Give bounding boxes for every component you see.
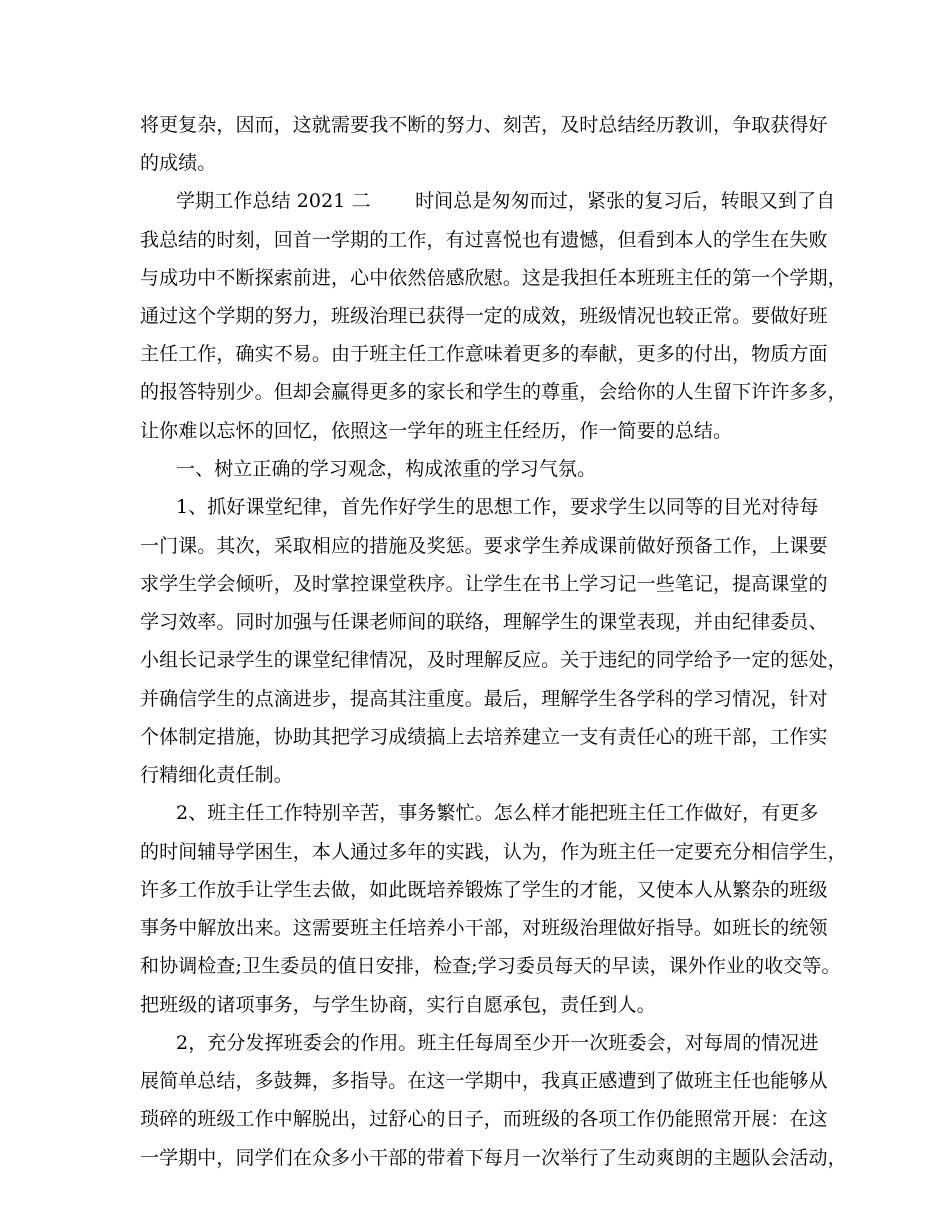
text-line: 小组长记录学生的课堂纪律情况，及时理解反应。关于违纪的同学给予一定的惩处， bbox=[140, 649, 847, 671]
text-line: 2，充分发挥班委会的作用。班主任每周至少开一次班委会，对每周的情况进 bbox=[176, 1032, 819, 1054]
text-line: 事务中解放出来。这需要班主任培养小干部，对班级治理做好指导。如班长的统领 bbox=[140, 917, 828, 939]
text-line: 把班级的诸项事务，与学生协商，实行自愿承包，责任到人。 bbox=[140, 994, 656, 1016]
text-line: 的报答特别少。但却会赢得更多的家长和学生的尊重，会给你的人生留下许许多多， bbox=[140, 381, 847, 403]
text-line: 2、班主任工作特别辛苦，事务繁忙。怎么样才能把班主任工作做好，有更多 bbox=[176, 802, 819, 824]
text-line: 和协调检查;卫生委员的值日安排，检查;学习委员每天的早读，课外作业的收交等。 bbox=[140, 955, 841, 977]
text-line: 我总结的时刻，回首一学期的工作，有过喜悦也有遗憾，但看到本人的学生在失败 bbox=[140, 229, 828, 251]
text-line: 的时间辅导学困生，本人通过多年的实践，认为，作为班主任一定要充分相信学生， bbox=[140, 841, 847, 863]
text-line: 求学生学会倾听，及时掌控课堂秩序。让学生在书上学习记一些笔记，提高课堂的 bbox=[140, 573, 828, 595]
text-line: 个体制定措施，协助其把学习成绩搞上去培养建立一支有责任心的班干部，工作实 bbox=[140, 726, 828, 748]
text-line: 行精细化责任制。 bbox=[140, 764, 293, 786]
text-line: 通过这个学期的努力，班级治理已获得一定的成效，班级情况也较正常。要做好班 bbox=[140, 305, 828, 327]
text-line: 让你难以忘怀的回忆，依照这一学年的班主任经历，作一简要的总结。 bbox=[140, 420, 733, 442]
text-line: 许多工作放手让学生去做，如此既培养锻炼了学生的才能，又使本人从繁杂的班级 bbox=[140, 879, 828, 901]
text-line: 一门课。其次，采取相应的措施及奖惩。要求学生养成课前做好预备工作，上课要 bbox=[140, 535, 828, 557]
text-line: 1、抓好课堂纪律，首先作好学生的思想工作，要求学生以同等的目光对待每 bbox=[176, 496, 819, 518]
text-line: 展简单总结，多鼓舞，多指导。在这一学期中，我真正感遭到了做班主任也能够从 bbox=[140, 1070, 828, 1092]
text-line: 并确信学生的点滴进步，提高其注重度。最后，理解学生各学科的学习情况，针对 bbox=[140, 688, 828, 710]
text-line: 学习效率。同时加强与任课老师间的联络，理解学生的课堂表现，并由纪律委员、 bbox=[140, 611, 828, 633]
text-line: 一学期中，同学们在众多小干部的带着下每月一次举行了生动爽朗的主题队会活动， bbox=[140, 1147, 847, 1169]
text-line: 的成绩。 bbox=[140, 152, 217, 174]
text-line: 琐碎的班级工作中解脱出，过舒心的日子，而班级的各项工作仍能照常开展：在这 bbox=[140, 1108, 828, 1130]
text-line: 学期工作总结 2021 二 时间总是匆匆而过，紧张的复习后，转眼又到了自 bbox=[176, 190, 836, 212]
text-line: 主任工作，确实不易。由于班主任工作意味着更多的奉献，更多的付出，物质方面 bbox=[140, 343, 828, 365]
text-line: 一、树立正确的学习观念，构成浓重的学习气氛。 bbox=[176, 458, 597, 480]
text-line: 将更复杂，因而，这就需要我不断的努力、刻苦，及时总结经历教训，争取获得好 bbox=[140, 114, 828, 136]
text-line: 与成功中不断探索前进，心中依然倍感欣慰。这是我担任本班班主任的第一个学期， bbox=[140, 267, 847, 289]
